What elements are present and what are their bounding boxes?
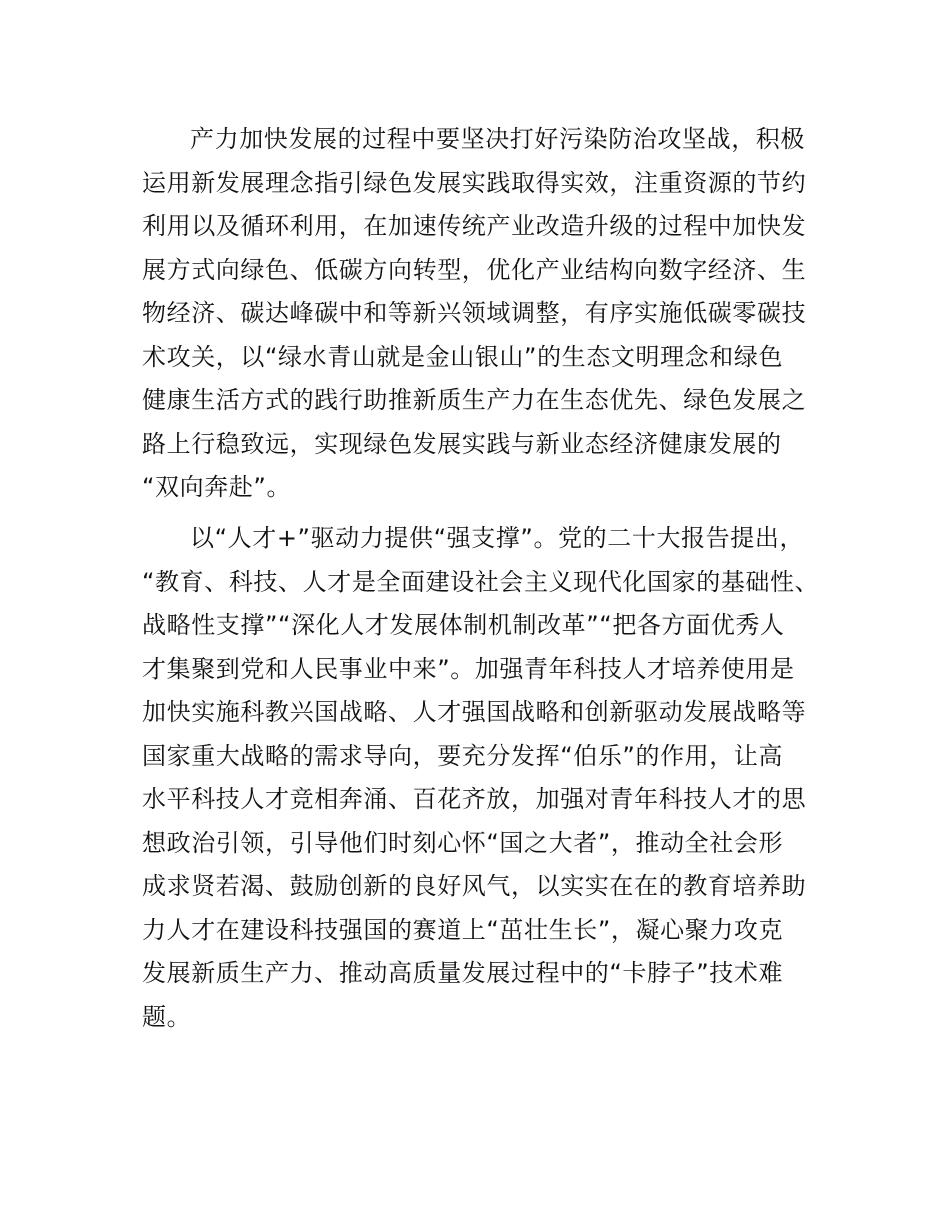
paragraph-line: 术攻关，以“绿水青山就是金山银山”的生态文明理念和绿色: [142, 342, 784, 371]
paragraph-line: 战略性支撑”“深化人才发展体制机制改革”“把各方面优秀人: [142, 611, 785, 639]
paragraph-line: 才集聚到党和人民事业中来”。加强青年科技人才培养使用是: [142, 654, 795, 683]
paragraph-line: 想政治引领，引导他们时刻心怀“国之大者”，推动全社会形: [142, 828, 784, 857]
paragraph-line: 路上行稳致远，实现绿色发展实践与新业态经济健康发展的: [142, 429, 782, 458]
paragraph-line: 力人才在建设科技强国的赛道上“茁壮生长”，凝心聚力攻克: [142, 915, 784, 944]
paragraph-line: 产力加快发展的过程中要坚决打好污染防治攻坚战，积极: [190, 125, 805, 153]
paragraph-line: 以“人才+”驱动力提供“强支撑”。党的二十大报告提出，: [190, 524, 805, 552]
paragraph-talent-support: [142, 517, 842, 1039]
paragraph-line: 水平科技人才竞相奔涌、百花齐放，加强对青年科技人才的思: [142, 785, 807, 813]
paragraph-line: 国家重大战略的需求导向，要充分发挥“伯乐”的作用，让高: [142, 741, 784, 770]
paragraph-line: 健康生活方式的践行助推新质生产力在生态优先、绿色发展之: [142, 386, 807, 414]
paragraph-line: 加快实施科教兴国战略、人才强国战略和创新驱动发展战略等: [142, 698, 807, 726]
paragraph-green-development: [142, 118, 842, 510]
paragraph-line: “教育、科技、人才是全面建设社会主义现代化国家的基础性、: [142, 567, 820, 596]
paragraph-line: 运用新发展理念指引绿色发展实践取得实效，注重资源的节约: [142, 168, 807, 197]
paragraph-line: 展方式向绿色、低碳方向转型，优化产业结构向数字经济、生: [142, 255, 807, 284]
paragraph-line: “双向奔赴”。: [142, 473, 292, 501]
paragraph-line: 成求贤若渴、鼓励创新的良好风气，以实实在在的教育培养助: [142, 872, 807, 900]
paragraph-line: 利用以及循环利用，在加速传统产业改造升级的过程中加快发: [142, 212, 807, 240]
paragraph-line: 题。: [142, 1002, 192, 1031]
paragraph-line: 发展新质生产力、推动高质量发展过程中的“卡脖子”技术难: [142, 959, 784, 987]
paragraph-line: 物经济、碳达峰碳中和等新兴领域调整，有序实施低碳零碳技: [142, 299, 807, 327]
